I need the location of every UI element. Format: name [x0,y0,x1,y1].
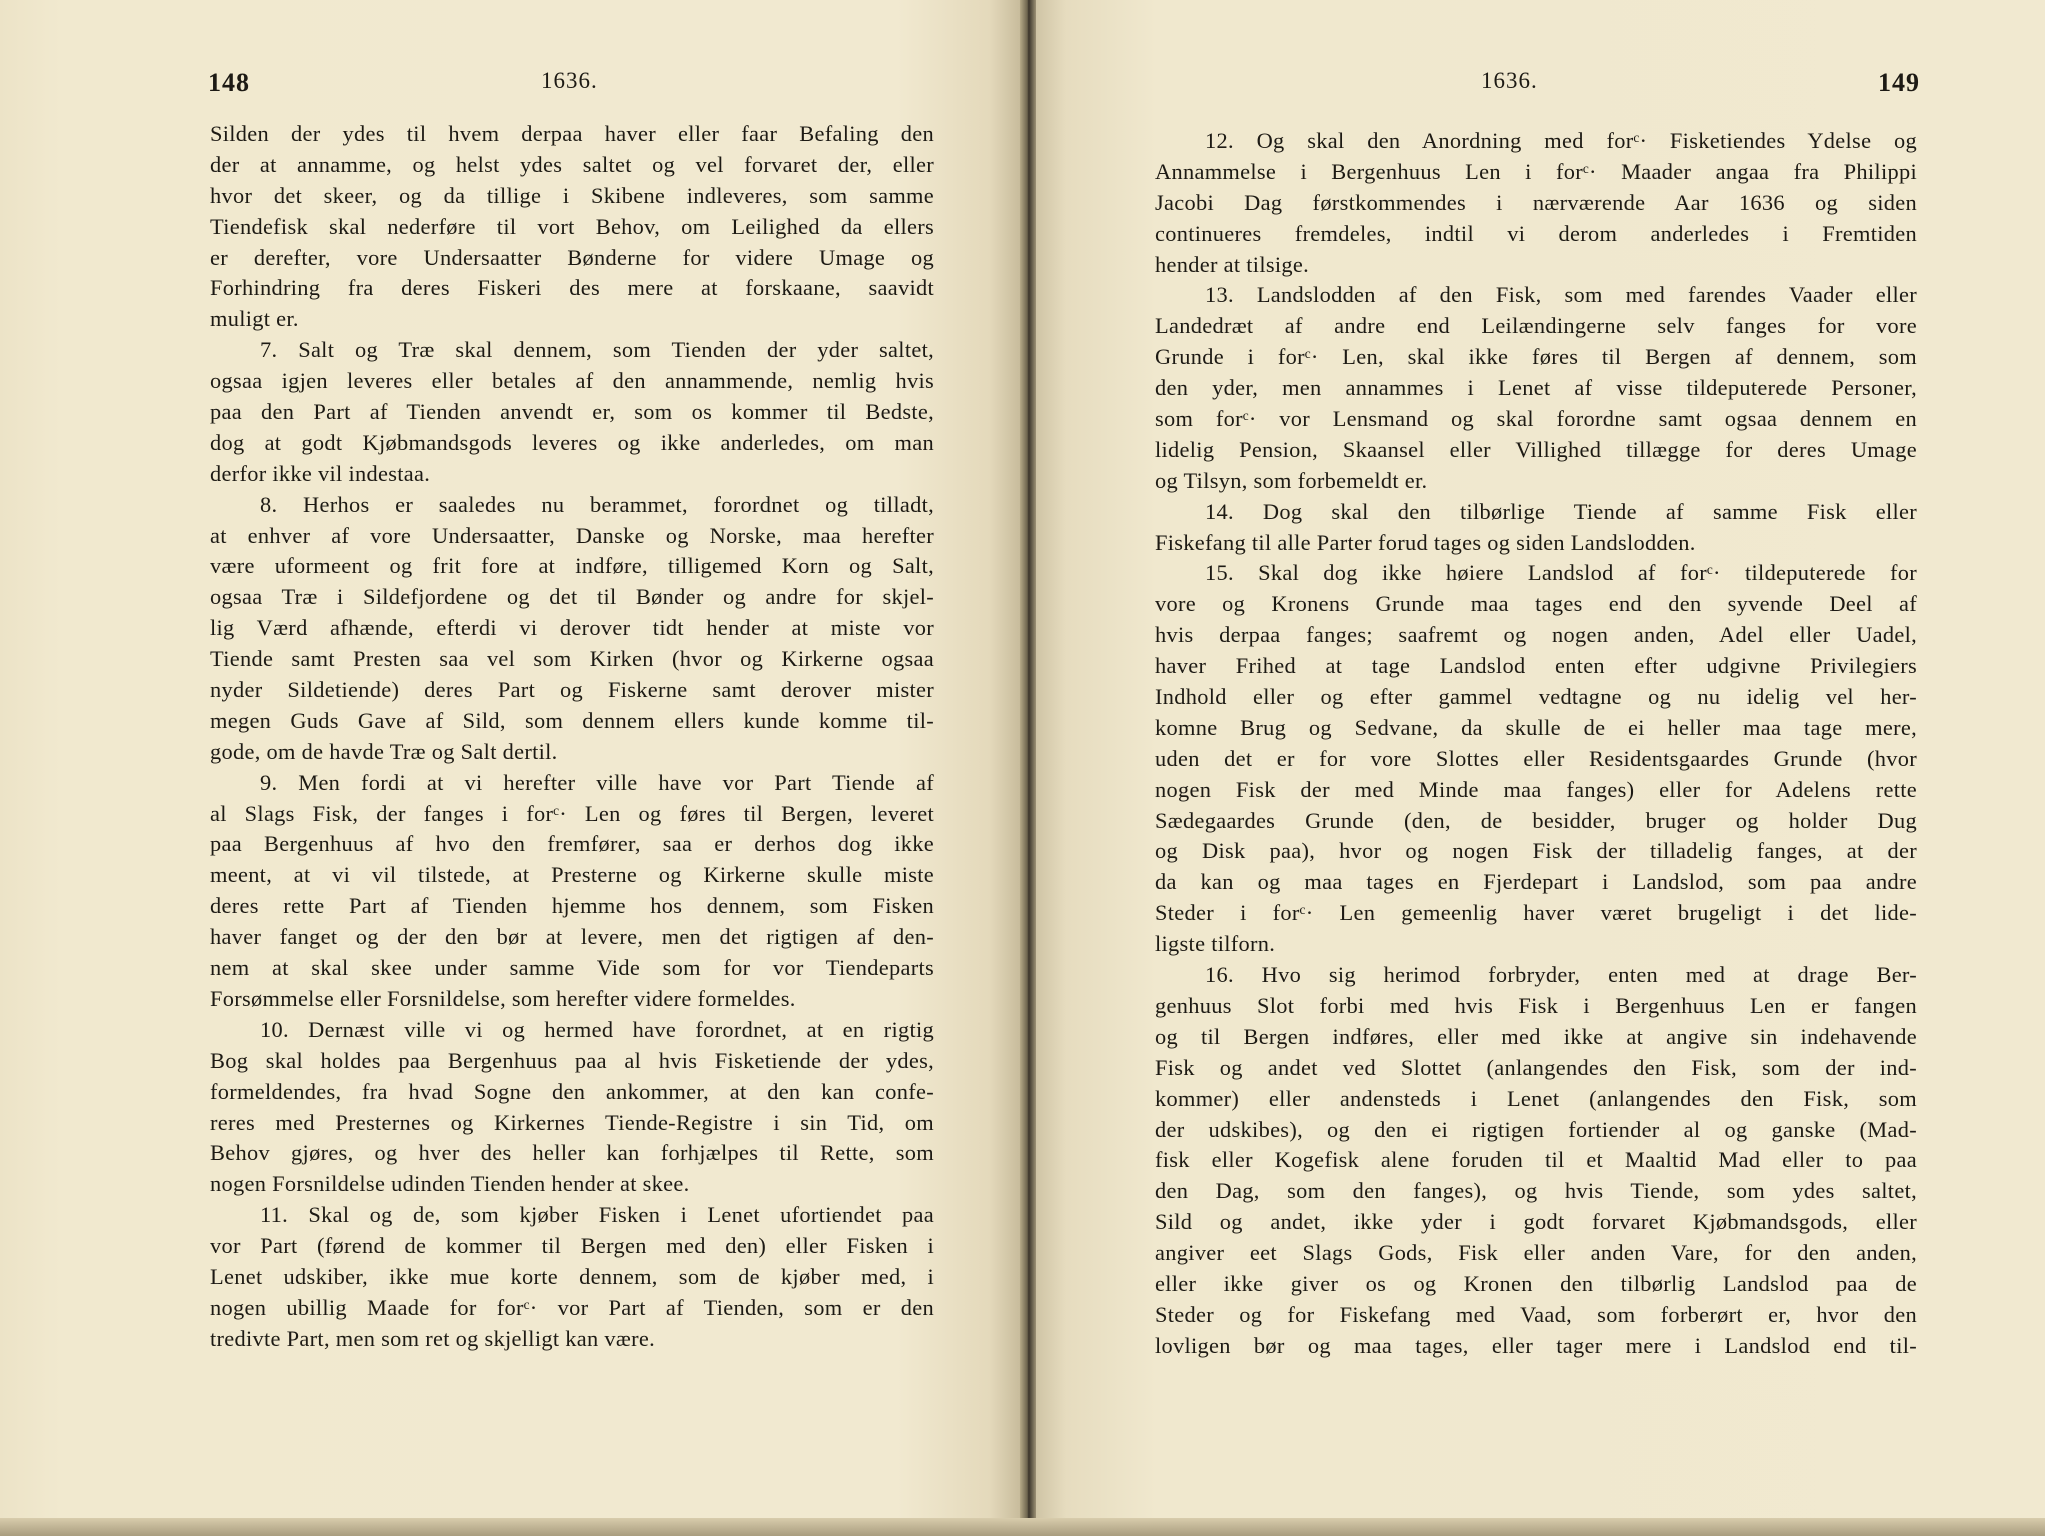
text-line: 13. Landslodden af den Fisk, som med farendes Vaader eller [1205,282,1917,308]
text-line: Grunde i forᶜ· Len, skal ikke føres til Bergen af dennem, som [1155,344,1917,370]
book-gutter [1020,0,1036,1536]
right-page-header [1155,68,1920,102]
right-page [1036,0,2045,1536]
text-line: vore og Kronens Grunde maa tages end den syvende Deel af [1155,591,1917,617]
text-line: Silden der ydes til hvem derpaa haver eller faar Befaling den [210,121,934,146]
text-line: lidelig Pension, Skaansel eller Villighed tillægge for deres Umage [1155,436,1917,462]
text-line: uden det er for vore Slottes eller Residentsgaardes Grunde (hvor [1155,745,1917,771]
text-line: ligste tilforn. [1155,931,1276,957]
text-line: der at annamme, og helst ydes saltet og vel forvaret der, eller [210,151,934,177]
text-line: derfor ikke vil indestaa. [210,460,431,486]
text-line: gode, om de havde Træ og Salt dertil. [210,738,558,764]
text-line: Steder i forᶜ· Len gemeenlig haver været brugeligt i det lide- [1155,900,1917,926]
text-line: paa Bergenhuus af hvo den fremfører, saa er derhos dog ikke [210,831,934,857]
text-line: hvor det skeer, og da tillige i Skibene indleveres, som samme [210,182,934,208]
text-line: 11. Skal og de, som kjøber Fisken i Lenet ufortiendet paa [260,1202,934,1228]
text-line: 15. Skal dog ikke høiere Landslod af forᶜ· tildeputerede for [1205,560,1917,586]
text-line: haver Frihed at tage Landslod enten efter udgivne Privilegiers [1155,653,1917,679]
left-page [0,0,1020,1536]
text-line: Fisk og andet ved Slottet (anlangendes den Fisk, som der ind- [1155,1054,1917,1080]
text-line: reres med Presternes og Kirkernes Tiende-Registre i sin Tid, om [210,1109,934,1135]
right-running-title: 1636. [1481,68,1538,93]
text-line: og til Bergen indføres, eller med ikke at angive sin indehavende [1155,1023,1917,1049]
text-line: muligt er. [210,306,299,332]
text-line: paa den Part af Tienden anvendt er, som os kommer til Bedste, [210,399,934,425]
text-line: al Slags Fisk, der fanges i forᶜ· Len og føres til Bergen, leveret [210,800,934,826]
left-page-header [208,68,934,102]
text-line: dog at godt Kjøbmandsgods leveres og ikke anderledes, om man [210,429,934,455]
text-line: continueres fremdeles, indtil vi derom anderledes i Fremtiden [1155,220,1917,246]
text-line: nyder Sildetiende) deres Part og Fiskerne samt derover mister [210,677,934,703]
left-running-title: 1636. [541,68,598,93]
text-line: Indhold eller og efter gammel vedtagne og nu idelig vel her- [1155,684,1917,710]
text-line: Sædegaardes Grunde (den, de besidder, bruger og holder Dug [1155,807,1917,833]
text-line: lovligen bør og maa tages, eller tager mere i Landslod end til- [1155,1332,1917,1358]
right-page-text [1155,126,1917,1362]
text-line: lig Værd afhænde, efterdi vi derover tidt hender at miste vor [210,615,934,641]
text-line: 12. Og skal den Anordning med forᶜ· Fisketiendes Ydelse og [1205,128,1917,153]
text-line: 14. Dog skal den tilbørlige Tiende af samme Fisk eller [1205,498,1917,524]
text-line: ogsaa Træ i Sildefjordene og det til Bønder og andre for skjel- [210,584,934,610]
text-line: angiver eet Slags Gods, Fisk eller anden Vare, for den anden, [1155,1240,1917,1266]
text-line: Lenet udskiber, ikke mue korte dennem, som de kjøber med, i [210,1263,934,1289]
text-line: 7. Salt og Træ skal dennem, som Tienden der yder saltet, [260,337,934,363]
text-line: 10. Dernæst ville vi og hermed have forordnet, at en rigtig [260,1016,934,1042]
text-line: at enhver af vore Undersaatter, Danske og Norske, maa herefter [210,522,934,548]
text-line: og Tilsyn, som forbemeldt er. [1155,467,1428,493]
text-line: den Dag, som den fanges), og hvis Tiende, som ydes saltet, [1155,1178,1917,1204]
text-line: Forhindring fra deres Fiskeri des mere at forskaane, saavidt [210,275,934,301]
text-line: Forsømmelse eller Forsnildelse, som herefter videre formeldes. [210,985,796,1011]
text-line: Tiende samt Presten saa vel som Kirken (hvor og Kirkerne ogsaa [210,646,934,672]
text-line: Behov gjøres, og hver des heller kan forhjælpes til Rette, som [210,1140,934,1166]
text-line: er derefter, vore Undersaatter Bønderne for videre Umage og [210,244,934,270]
text-line: den yder, men annammes i Lenet af visse tildeputerede Personer, [1155,375,1917,401]
left-page-text [210,119,934,1355]
text-line: vor Part (førend de kommer til Bergen med den) eller Fisken i [210,1233,934,1259]
text-line: komne Brug og Sedvane, da skulle de ei heller maa tage mere, [1155,714,1917,740]
text-line: kommer) eller andensteds i Lenet (anlangendes den Fisk, som [1155,1085,1917,1111]
text-line: meent, at vi vil tilstede, at Presterne og Kirkerne skulle miste [210,862,934,888]
text-line: Fiskefang til alle Parter forud tages og siden Landslodden. [1155,529,1696,555]
text-line: ogsaa igjen leveres eller betales af den annammende, nemlig hvis [210,368,934,394]
text-line: Landedræt af andre end Leilændingerne selv fanges for vore [1155,313,1917,339]
text-line: deres rette Part af Tienden hjemme hos dennem, som Fisken [210,893,934,919]
text-line: Sild og andet, ikke yder i godt forvaret Kjøbmandsgods, eller [1155,1209,1917,1235]
text-line: 9. Men fordi at vi herefter ville have vor Part Tiende af [260,769,934,795]
text-line: tredivte Part, men som ret og skjelligt kan være. [210,1325,656,1351]
text-line: 16. Hvo sig herimod forbryder, enten med at drage Ber- [1205,962,1917,988]
text-line: nogen ubillig Maade for forᶜ· vor Part af Tienden, som er den [210,1294,934,1320]
text-line: haver fanget og der den bør at levere, men det rigtigen af den- [210,924,934,950]
text-line: hvis derpaa fanges; saafremt og nogen anden, Adel eller Uadel, [1155,622,1917,648]
text-line: fisk eller Kogefisk alene foruden til et Maaltid Mad eller to paa [1155,1147,1917,1173]
text-line: formeldendes, fra hvad Sogne den ankommer, at den kan confe- [210,1078,934,1104]
text-line: Steder og for Fiskefang med Vaad, som forberørt er, hvor den [1155,1301,1917,1327]
text-line: som forᶜ· vor Lensmand og skal forordne samt ogsaa dennem en [1155,406,1917,432]
text-line: Bog skal holdes paa Bergenhuus paa al hvis Fisketiende der ydes, [210,1047,934,1073]
page-bottom-edge [0,1518,2045,1536]
text-line: Jacobi Dag førstkommendes i nærværende Aar 1636 og siden [1155,189,1917,215]
text-line: eller ikke giver os og Kronen den tilbørlig Landslod paa de [1155,1270,1917,1296]
text-line: nogen Forsnildelse udinden Tienden hender at skee. [210,1171,690,1197]
text-line: hender at tilsige. [1155,251,1310,277]
text-line: være uformeent og frit fore at indføre, tilligemed Korn og Salt, [210,553,934,579]
text-line: Annammelse i Bergenhuus Len i forᶜ· Maader angaa fra Philippi [1155,158,1917,184]
text-line: da kan og maa tages en Fjerdepart i Landslod, som paa andre [1155,869,1917,895]
left-page-number: 148 [208,68,250,97]
text-line: Tiendefisk skal nederføre til vort Behov, om Leilighed da ellers [210,213,934,239]
text-line: genhuus Slot forbi med hvis Fisk i Bergenhuus Len er fangen [1155,992,1917,1018]
text-line: nogen Fisk der med Minde maa fanges) eller for Adelens rette [1155,776,1917,802]
text-line: nem at skal skee under samme Vide som for vor Tiendeparts [210,955,934,981]
text-line: 8. Herhos er saaledes nu berammet, forordnet og tilladt, [260,491,934,517]
text-line: og Disk paa), hvor og nogen Fisk der tilladelig fanges, at der [1155,838,1917,864]
text-line: der udskibes), og den ei rigtigen fortiender al og ganske (Mad- [1155,1116,1917,1142]
right-page-number: 149 [1878,68,1920,97]
text-line: megen Guds Gave af Sild, som dennem ellers kunde komme til- [210,707,934,733]
